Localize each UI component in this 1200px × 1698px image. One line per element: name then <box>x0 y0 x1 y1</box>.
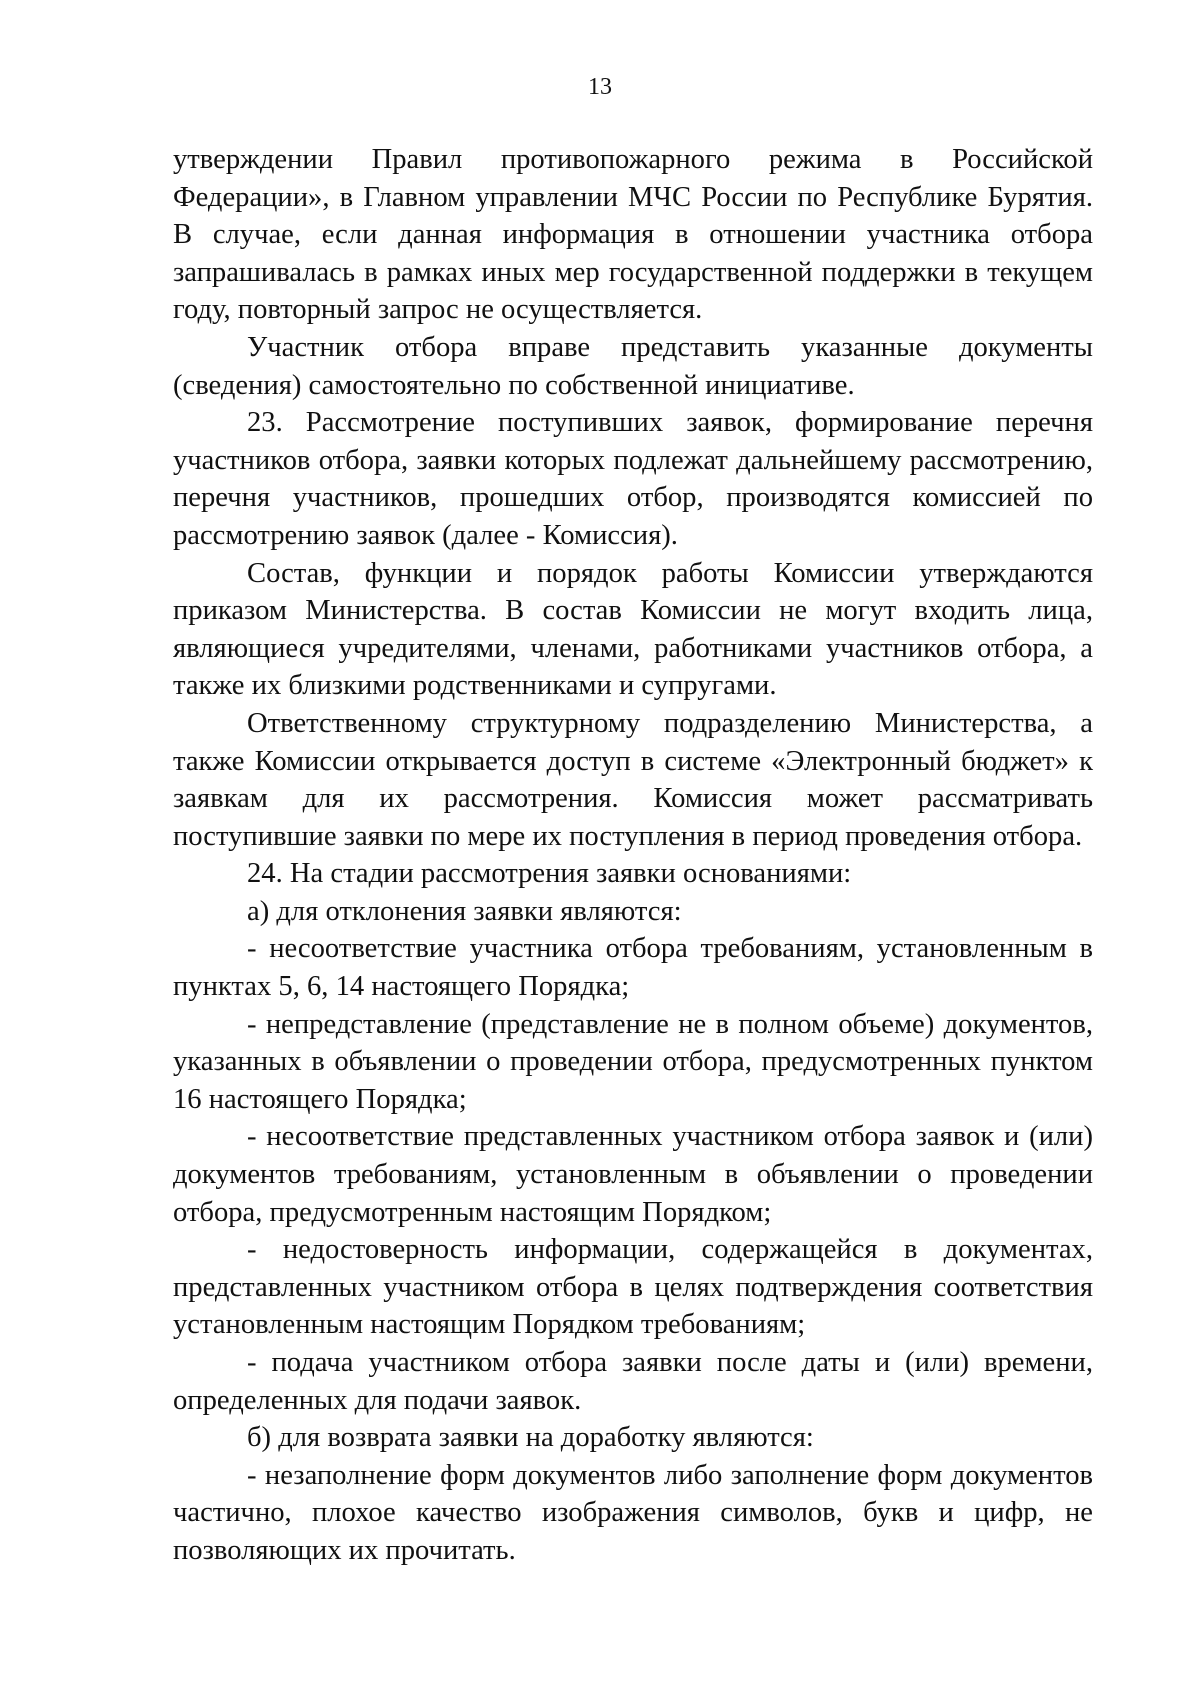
paragraph-fire-regime-continuation: утверждении Правил противопожарного режима в Российской Федерации», в Главном управлении МЧС России по Республике Бурятия. В случае, если данная информация в отношении участника отбора запрашивалась в рамках иных мер государственной поддержки в текущем году, повторный запрос не осуществляется. <box>173 144 1093 326</box>
document-body <box>173 141 1093 1570</box>
list-item-false-information: - недостоверность информации, содержащейся в документах, представленных участником отбора в целях подтверждения соответствия установленным настоящим Порядком требованиям; <box>173 1234 1093 1341</box>
paragraph-commission-composition: Состав, функции и порядок работы Комиссии утверждаются приказом Министерства. В состав Комиссии не могут входить лица, являющиеся учредителями, членами, работниками участников отбора, а также их близкими родственниками и супругами. <box>173 557 1093 702</box>
paragraph-subitem-b: б) для возврата заявки на доработку являются: <box>247 1422 814 1454</box>
paragraph-subitem-a: а) для отклонения заявки являются: <box>247 895 682 927</box>
list-item-documents-mismatch: - несоответствие представленных участником отбора заявок и (или) документов требованиям, установленным в объявлении о проведении отбора, предусмотренным настоящим Порядком; <box>173 1121 1093 1228</box>
list-item-missing-documents: - непредставление (представление не в полном объеме) документов, указанных в объявлении о проведении отбора, предусмотренных пунктом 16 настоящего Порядка; <box>173 1008 1093 1115</box>
list-item-incomplete-forms: - незаполнение форм документов либо заполнение форм документов частично, плохое качество изображения символов, букв и цифр, не позволяющих их прочитать. <box>173 1459 1093 1566</box>
paragraph-item-23: 23. Рассмотрение поступивших заявок, формирование перечня участников отбора, заявки которых подлежат дальнейшему рассмотрению, перечня участников, прошедших отбор, производятся комиссией по рассмотрению заявок (далее - Комиссия). <box>173 407 1093 551</box>
list-item-requirements-mismatch: - несоответствие участника отбора требованиям, установленным в пунктах 5, 6, 14 настоящего Порядка; <box>173 933 1093 1003</box>
paragraph-electronic-budget-access: Ответственному структурному подразделению Министерства, а также Комиссии открывается доступ в системе «Электронный бюджет» к заявкам для их рассмотрения. Комиссия может рассматривать поступившие заявки по мере их поступления в период проведения отбора. <box>173 707 1093 852</box>
page-number: 13 <box>588 74 612 100</box>
paragraph-item-24: 24. На стадии рассмотрения заявки основаниями: <box>247 858 852 890</box>
list-item-late-submission: - подача участником отбора заявки после даты и (или) времени, определенных для подачи заявок. <box>173 1347 1093 1416</box>
paragraph-participant-right: Участник отбора вправе представить указанные документы (сведения) самостоятельно по собственной инициативе. <box>173 331 1093 401</box>
